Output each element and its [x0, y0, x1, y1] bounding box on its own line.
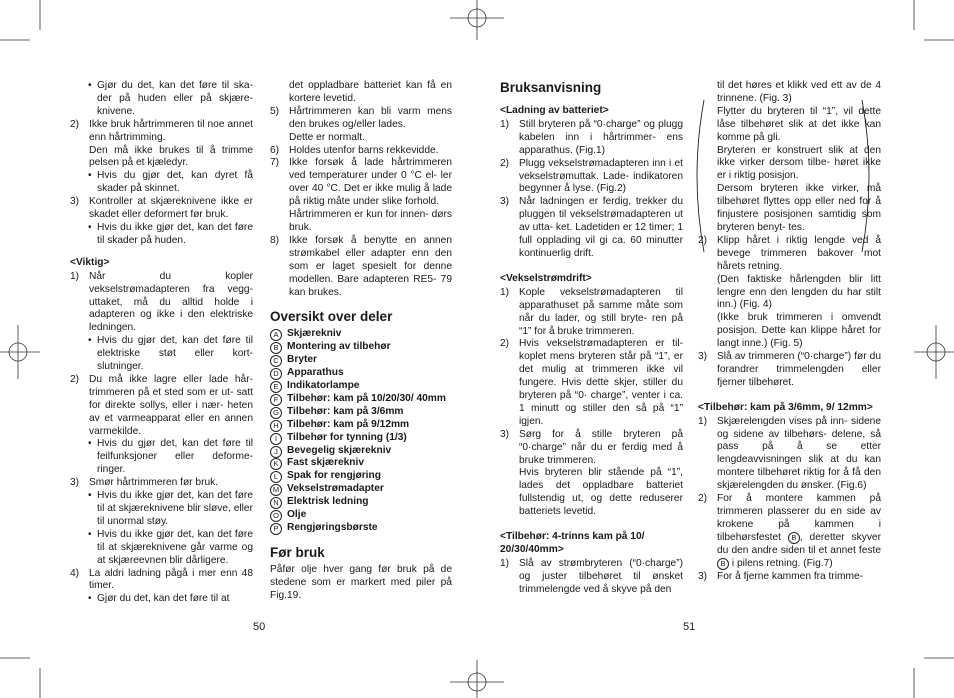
item-sub-text: Bryteren er konstruert slik at den ikke virker dersom tilbe- høret ikke er i riktig posisjon. — [717, 144, 881, 182]
viktig-heading: <Viktig> — [70, 256, 110, 268]
tilbehor-kam-heading: <Tilbehør: kam på 3/6mm, 9/ 12mm> — [698, 401, 873, 413]
item-text: Når du kopler vekselstrømadapteren fra vegg- uttaket, må du alltid holde i adapteren og ikke i den elektriske ledningen. — [89, 270, 253, 334]
bullet: • Hvis du ikke gjør det, kan det føre til skader på huden. — [88, 221, 253, 246]
part-item: A Skjærekniv — [270, 328, 452, 341]
list-item: 6) Holdes utenfor barns rekkevidde. — [270, 144, 439, 156]
item-sub-text: (Ikke bruk trimmeren i omvendt posisjon. Dette kan klippe håret for langt inne.) (Fig. 5) — [717, 312, 881, 350]
item-sub-text: Dersom bryteren ikke virker, må tilbehøret flyttes opp eller ned for å finjustere posisjonen samtidig som bryteren benyt- tes. — [717, 183, 881, 233]
item-text: , deretter skyver du den andre siden til et annet feste — [717, 531, 881, 556]
list-item: 5) Hårtrimmeren kan bli varm mens den brukes og/eller lades. — [270, 105, 452, 130]
bullet: • Hvis du ikke gjør det, kan det føre til at skjæreknivene blir sløve, eller til unormal støy. — [88, 490, 253, 527]
item-text: Slå av trimmeren (“0·charge”) før du forandrer trimmelengden eller fjerner tilbehøret. — [717, 351, 881, 388]
part-item: G Tilbehør: kam på 3/6mm — [270, 406, 452, 419]
list-item-sub — [698, 145, 881, 184]
item-text: Sørg for å stille bryteren på “0·charge” når du er ferdig med å bruke trimmeren. — [519, 428, 683, 466]
list-item: 3) Sørg for å stille bryteren på “0·charge” når du er ferdig med å bruke trimmeren. — [500, 428, 683, 466]
bullet-text: Hvis du gjør det, kan dyret få skader på skinnet. — [97, 170, 253, 195]
list-item: 1) Når du kopler vekselstrømadapteren fra vegg- uttaket, må du alltid holde i adapteren og ikke i den elektriske ledningen. — [70, 270, 253, 334]
list-item-sub — [698, 183, 881, 235]
part-item: N Elektrisk ledning — [270, 496, 452, 509]
list-item: 4) La aldri ladning pågå i mer enn 48 timer. — [70, 567, 253, 592]
part-item: M Vekselstrømadapter — [270, 483, 452, 496]
list-item-sub — [270, 132, 452, 145]
bullet: • Hvis du ikke gjør det, kan det føre til at skjæreknivene går varme og at skjæreevnen blir dårligere. — [88, 528, 253, 566]
item-text: For å fjerne kammen fra trimme- — [717, 570, 864, 582]
page-number-right: 51 — [683, 621, 696, 633]
list-item-sub — [698, 274, 881, 313]
list-item: 8) Ikke forsøk å benytte en annen strømkabel eller adapter enn den som er laget spesielt for denne modellen. Bare adapteren RE5- 79 kan brukes. — [270, 234, 452, 298]
part-item: D Apparathus — [270, 367, 452, 380]
for-bruk-text: Påfør olje hver gang før bruk på de stedene som er markert med piler på Fig.19. — [270, 563, 452, 601]
list-item: 3) Kontroller at skjæreknivene ikke er skadet eller deformert før bruk. — [70, 196, 253, 221]
bullet-text: Hvis du gjør det, kan det føre til elektriske støt eller kort- slutninger. — [97, 335, 253, 373]
item-text: Når ladningen er ferdig, trekker du pluggen til vekselstrømadapteren ut av utta- ket. Ladetiden er 12 timer; 1 full opplading vil gi ca. 60 minutter kontinuerlig drift. — [519, 196, 683, 259]
list-item: 2) Klipp håret i riktig lengde ved å bevege trimmeren bakover mot hårets retning. — [698, 234, 881, 272]
part-letter-icon: B — [788, 532, 800, 544]
item-sub-text: Hvis bryteren blir stående på “1”, lades det oppladbare batteriet fullstendig ut, og dette reduserer batteriets levetid. — [519, 467, 683, 518]
item-text: Kontroller at skjæreknivene ikke er skadet eller deformert før bruk. — [89, 196, 253, 221]
column-1 — [70, 80, 253, 606]
part-item: F Tilbehør: kam på 10/20/30/ 40mm — [270, 393, 452, 406]
tilbehor-4trinns-heading: <Tilbehør: 4-trinns kam på 10/ 20/30/40mm> — [500, 531, 645, 555]
list-item: 2) Ikke bruk hårtrimmeren til noe annet enn hårtrimming. — [70, 118, 253, 143]
item-text: Smør hårtrimmeren før bruk. — [89, 477, 219, 489]
list-item: 3) Når ladningen er ferdig, trekker du pluggen til vekselstrømadapteren ut av utta- ket. Ladetiden er 12 timer; 1 full opplading vil gi ca. 60 minutter kontinuerlig drift. — [500, 196, 683, 259]
list-item: 3) Slå av trimmeren (“0·charge”) før du forandrer trimmelengden eller fjerner tilbehøret. — [698, 351, 881, 388]
part-item: I Tilbehør for tynning (1/3) — [270, 432, 452, 445]
part-item: B Montering av tilbehør — [270, 341, 452, 354]
list-item: 7) Ikke forsøk å lade hårtrimmeren ved temperaturer under 0 °C el- ler over 40 °C. Det er ikke mulig å lade på riktig måte under slike forhold. — [270, 157, 452, 208]
bullet: • Hvis du gjør det, kan dyret få skader på skinnet. — [88, 170, 253, 195]
item-sub-text: Flytter du bryteren til “1”, vil dette låse tilbehøret slik at det ikke kan komme på gli. — [717, 105, 881, 143]
part-item: H Tilbehør: kam på 9/12mm — [270, 419, 452, 432]
list-item: 1) Still bryteren på “0·charge” og plugg kabelen inn i hårtrimmer- ens apparathus. (Fig.1) — [500, 118, 683, 156]
list-item-sub — [698, 106, 881, 145]
vekselstromdrift-heading: <Vekselstrømdrift> — [500, 272, 592, 284]
bullet: • Hvis du gjør det, kan det føre til elektriske støt eller kort- slutninger. — [88, 335, 253, 373]
for-bruk-heading: Før bruk — [270, 544, 325, 560]
item-text: i pilens retning. (Fig.7) — [731, 557, 833, 569]
parts-list — [270, 328, 452, 535]
item-sub-text: Hårtrimmeren er kun for innen- dørs bruk. — [289, 209, 452, 233]
item-text: Ikke forsøk å benytte en annen strømkabel eller adapter enn den som er laget spesielt for denne modellen. Bare adapteren RE5- 79 kan brukes. — [289, 234, 452, 298]
column-2 — [270, 80, 452, 603]
item-text: Still bryteren på “0·charge” og plugg kabelen inn i hårtrimmer- ens apparathus. (Fig.1) — [519, 118, 683, 156]
ladning-heading: <Ladning av batteriet> — [500, 105, 609, 116]
bruksanvisning-heading: Bruksanvisning — [500, 80, 602, 95]
list-item-sub — [270, 209, 452, 235]
item-text: Ikke bruk hårtrimmeren til noe annet enn hårtrimming. — [89, 118, 253, 143]
item-text: Kople vekselstrømadapteren til apparathuset på samme måte som når du lader, og still bryte- ren på “1” for å bruke trimmeren. — [519, 286, 683, 337]
item-sub-text: (Den faktiske hårlengden blir litt lengre enn den lengden du har stilt inn.) (Fig. 4) — [717, 273, 881, 311]
list-item-cont — [270, 80, 452, 106]
list-item-cont — [698, 80, 881, 106]
part-item: C Bryter — [270, 354, 452, 367]
item-text: Plugg vekselstrømadapteren inn i et vekselstrømuttak. Lade- indikatoren begynner å lyse. (Fig.2) — [519, 157, 683, 195]
item-sub-text: Den må ikke brukes til å trimme pelsen på et kjæledyr. — [89, 144, 253, 169]
part-letter-icon: B — [717, 558, 729, 570]
list-item: 2) Plugg vekselstrømadapteren inn i et vekselstrømuttak. Lade- indikatoren begynner å lyse. (Fig.2) — [500, 157, 683, 195]
list-item-sub — [698, 312, 881, 351]
item-text: Ikke forsøk å lade hårtrimmeren ved temperaturer under 0 °C el- ler over 40 °C. Det er ikke mulig å lade på riktig måte under slike forhold. — [289, 157, 452, 208]
bullet: • Gjør du det, kan det føre til ska- der på huden eller på skjære- knivene. — [88, 80, 253, 117]
item-text: det oppladbare batteriet kan få en kortere levetid. — [289, 80, 452, 104]
item-text: Hvis vekselstrømadapteren er til- koplet mens bryteren står på “1”, er det mulig at trimmeren ikke vil fungere. Hvis dette skjer, stiller du bryteren på “0· charge”, venter i ca. 1 minutt og stiller den så på “1” igjen. — [519, 338, 683, 427]
list-item: 1) Skjærelengden vises på inn- sidene og sidene av tilbehørs- delene, så pass på å se etter lengdeavvisningen slik at du kan montere tilbehøret riktig for å få den skjærelengden du ønsker. (Fig.6) — [698, 415, 881, 492]
item-text: La aldri ladning pågå i mer enn 48 timer. — [89, 567, 253, 592]
part-item: L Spak for rengjøring — [270, 470, 452, 483]
list-item: 3) Smør hårtrimmeren før bruk. — [70, 477, 219, 489]
list-item: 1) Kople vekselstrømadapteren til apparathuset på samme måte som når du lader, og still bryte- ren på “1” for å bruke trimmeren. — [500, 286, 683, 337]
item-text: Holdes utenfor barns rekkevidde. — [289, 144, 439, 156]
bullet: • Hvis du gjør det, kan det føre til feilfunksjoner eller deforme- ringer. — [88, 438, 253, 476]
item-sub-text: Dette er normalt. — [289, 131, 365, 143]
item-text: Skjærelengden vises på inn- sidene og sidene av tilbehørs- delene, så pass på å se etter lengdeavvisningen slik at du kan montere tilbehøret riktig for å få den skjærelengden du ønsker. (Fig.6) — [717, 415, 881, 492]
page-number-left: 50 — [253, 621, 266, 633]
item-text: til det høres et klikk ved ett av de 4 trinnene. (Fig. 3) — [717, 80, 881, 104]
item-text: Hårtrimmeren kan bli varm mens den brukes og/eller lades. — [289, 105, 452, 130]
list-item: 1) Slå av strømbryteren (“0·charge”) og juster tilbehøret til ønsket trimmelengde ved å skyve på den — [500, 557, 683, 595]
column-3 — [500, 80, 683, 597]
part-item: O Olje — [270, 509, 452, 522]
item-text: Slå av strømbryteren (“0·charge”) og juster tilbehøret til ønsket trimmelengde ved å skyve på den — [519, 557, 683, 595]
bullet-text: Hvis du ikke gjør det, kan det føre til at skjæreknivene blir sløve, eller til unormal støy. — [97, 490, 253, 527]
item-text: Klipp håret i riktig lengde ved å bevege trimmeren bakover mot hårets retning. — [717, 234, 881, 272]
oversikt-heading: Oversikt over deler — [270, 309, 393, 325]
bullet-text: Gjør du det, kan det føre til at — [97, 593, 230, 605]
list-item: 2) Hvis vekselstrømadapteren er til- koplet mens bryteren står på “1”, er det mulig at trimmeren ikke vil fungere. Hvis dette skjer, stiller du bryteren på “0· charge”, venter i ca. 1 minutt og stiller den så på “1” igjen. — [500, 338, 683, 427]
list-item: 3) For å fjerne kammen fra trimme- — [698, 570, 864, 582]
bullet-text: Gjør du det, kan det føre til ska- der på huden eller på skjære- knivene. — [97, 80, 253, 117]
bullet-text: Hvis du gjør det, kan det føre til feilfunksjoner eller deforme- ringer. — [97, 438, 253, 476]
part-item: E Indikatorlampe — [270, 380, 452, 393]
part-item: K Fast skjærekniv — [270, 457, 452, 470]
bullet: • Gjør du det, kan det føre til at — [88, 593, 230, 605]
item-text: Du må ikke lagre eller lade hår- trimmeren på et sted som er ut- satt for direkte sollys, eller i nær- heten av et varmeapparat eller en annen varmekilde. — [89, 373, 253, 437]
bullet-text: Hvis du ikke gjør det, kan det føre til skader på huden. — [97, 221, 253, 246]
list-item: 2) For å montere kammen på trimmeren plasserer du en side av krokene på kammen i tilbehørsfestet B , deretter skyver du den andre siden til et annet feste B i pilens retning. (Fig.7) — [698, 493, 881, 569]
part-item: P Rengjøringsbørste — [270, 522, 452, 535]
list-item-sub — [70, 145, 253, 171]
list-item: 2) Du må ikke lagre eller lade hår- trimmeren på et sted som er ut- satt for direkte sollys, eller i nær- heten av et varmeapparat eller en annen varmekilde. — [70, 373, 253, 437]
list-item-sub — [500, 467, 683, 519]
part-item: J Bevegelig skjærekniv — [270, 445, 452, 458]
bullet-text: Hvis du ikke gjør det, kan det føre til at skjæreknivene går varme og at skjæreevnen blir dårligere. — [97, 528, 253, 566]
column-4 — [698, 80, 881, 583]
item-text: For å montere kammen på trimmeren plasserer du en side av krokene på kammen i tilbehørsfestet — [717, 493, 881, 543]
